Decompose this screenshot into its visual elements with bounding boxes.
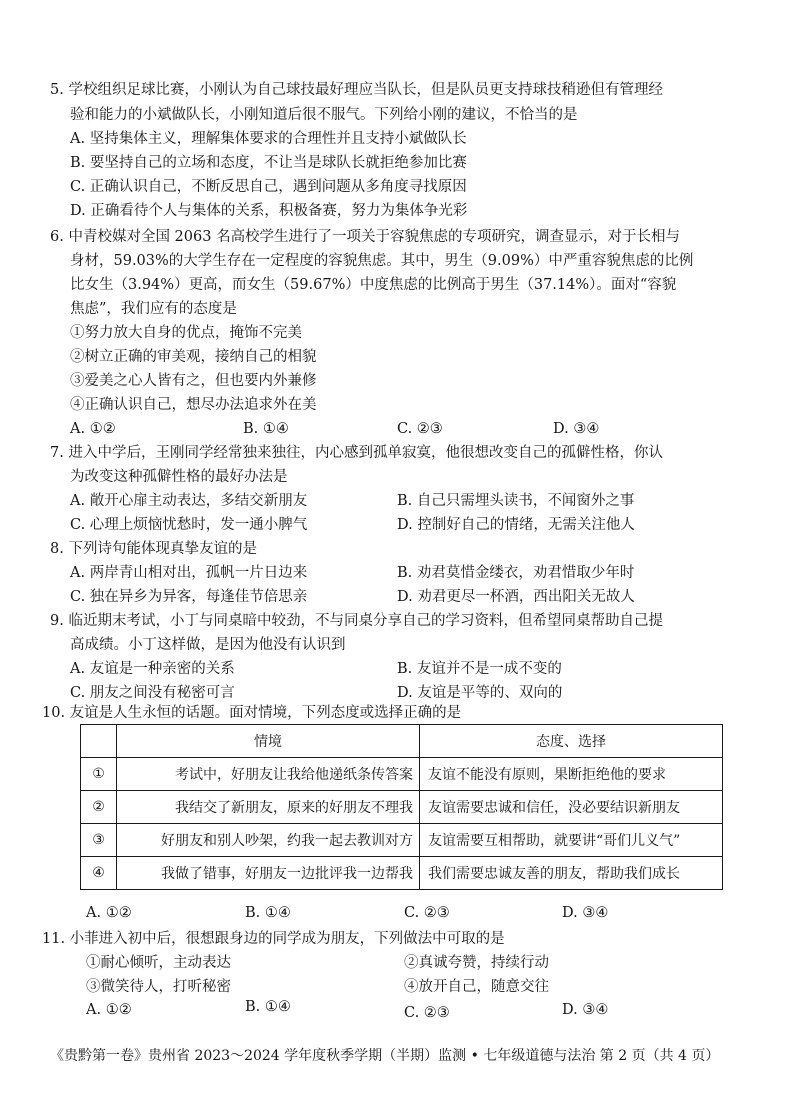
q10-table-header-index [81, 725, 117, 758]
q10-row-attitude: 友谊需要忠诚和信任，没必要结识新朋友 [420, 791, 723, 824]
q10-row-index: ② [81, 791, 117, 824]
q7-option-d: D. 控制好自己的情绪，无需关注他人 [397, 517, 635, 533]
q11-item-4: ④放开自己，随意交往 [404, 979, 549, 995]
q6-option-d: D. ③④ [553, 421, 600, 437]
q10-table-header-attitude: 态度、选择 [420, 725, 723, 758]
q8-option-c: C. 独在异乡为异客，每逢佳节倍思亲 [70, 589, 308, 605]
q10-stem-line1: 10. 友谊是人生永恒的话题。面对情境，下列态度或选择正确的是 [42, 705, 462, 721]
q11-option-a: A. ①② [86, 1002, 132, 1018]
q6-option-c: C. ②③ [397, 421, 443, 437]
q6-stem-line1: 6. 中青校媒对全国 2063 名高校学生进行了一项关于容貌焦虑的专项研究，调查显示，对于长相与 [50, 229, 681, 245]
q8-option-d: D. 劝君更尽一杯酒，西出阳关无故人 [397, 589, 635, 605]
q9-option-d: D. 友谊是平等的、双向的 [397, 685, 563, 701]
q6-item-4: ④正确认识自己，想尽办法追求外在美 [70, 397, 317, 413]
q7-stem-line1: 7. 进入中学后，王刚同学经常独来独往，内心感到孤单寂寞，他很想改变自己的孤僻性格，你认 [50, 445, 663, 461]
q5-option-a: A. 坚持集体主义，理解集体要求的合理性并且支持小斌做队长 [70, 131, 467, 147]
q10-row-attitude: 友谊需要互相帮助，就要讲“哥们儿义气” [420, 824, 723, 857]
q10-table [80, 724, 723, 890]
q11-option-c: C. ②③ [404, 1005, 450, 1021]
q10-row-index: ④ [81, 857, 117, 890]
q8-option-b: B. 劝君莫惜金缕衣，劝君惜取少年时 [397, 565, 635, 581]
q9-stem-line2: 高成绩。小丁这样做，是因为他没有认识到 [70, 637, 346, 653]
q10-option-a: A. ①② [86, 905, 132, 921]
q9-stem-line1: 9. 临近期末考试，小丁与同桌暗中较劲，不与同桌分享自己的学习资料，但希望同桌帮助自己提 [50, 613, 663, 629]
q10-row-situation: 我做了错事，好朋友一边批评我一边帮我 [117, 857, 420, 890]
q5-option-b: B. 要坚持自己的立场和态度，不让当是球队长就拒绝参加比赛 [70, 155, 467, 171]
q6-item-3: ③爱美之心人皆有之，但也要内外兼修 [70, 373, 317, 389]
q11-option-b: B. ①④ [245, 999, 291, 1015]
q10-row-situation: 考试中，好朋友让我给他递纸条传答案 [117, 758, 420, 791]
q7-option-c: C. 心理上烦恼忧愁时，发一通小脾气 [70, 517, 308, 533]
table-row [81, 791, 723, 824]
table-row [81, 758, 723, 791]
q5-stem-line1: 5. 学校组织足球比赛，小刚认为自己球技最好理应当队长，但是队员更支持球技稍逊但有管理经 [50, 82, 663, 98]
q6-item-1: ①努力放大自身的优点，掩饰不完美 [70, 325, 302, 341]
q10-option-d: D. ③④ [562, 905, 609, 921]
q5-option-d: D. 正确看待个人与集体的关系，积极备赛，努力为集体争光彩 [70, 203, 468, 219]
q6-stem-line3: 比女生（3.94%）更高，而女生（59.67%）中度焦虑的比例高于男生（37.14%）。面对“容貌 [70, 277, 677, 293]
q10-option-b: B. ①④ [245, 905, 291, 921]
q10-row-attitude: 友谊不能没有原则，果断拒绝他的要求 [420, 758, 723, 791]
q5-stem-line2: 验和能力的小斌做队长，小刚知道后很不服气。下列给小刚的建议，不恰当的是 [70, 107, 578, 123]
q7-option-b: B. 自己只需埋头读书，不闻窗外之事 [397, 493, 635, 509]
q9-option-c: C. 朋友之间没有秘密可言 [70, 685, 235, 701]
q10-row-situation: 我结交了新朋友，原来的好朋友不理我 [117, 791, 420, 824]
q11-item-2: ②真诚夸赞，持续行动 [404, 955, 549, 971]
q9-option-b: B. 友谊并不是一成不变的 [397, 661, 562, 677]
q10-row-situation: 好朋友和别人吵架，约我一起去教训对方 [117, 824, 420, 857]
q6-option-a: A. ①② [70, 421, 116, 437]
q10-row-attitude: 我们需要忠诚友善的朋友，帮助我们成长 [420, 857, 723, 890]
page-footer: 《贵黔第一卷》贵州省 2023～2024 学年度秋季学期（半期）监测 • 七年级道德与法治 第 2 页（共 4 页） [50, 1048, 720, 1064]
q11-item-1: ①耐心倾听，主动表达 [86, 955, 231, 971]
table-row [81, 824, 723, 857]
q7-stem-line2: 为改变这种孤僻性格的最好办法是 [70, 469, 288, 485]
q7-option-a: A. 敞开心扉主动表达，多结交新朋友 [70, 493, 308, 509]
q10-row-index: ③ [81, 824, 117, 857]
q10-option-c: C. ②③ [404, 905, 450, 921]
table-row [81, 857, 723, 890]
q11-option-d: D. ③④ [562, 1002, 609, 1018]
q11-stem-line1: 11. 小菲进入初中后，很想跟身边的同学成为朋友，下列做法中可取的是 [42, 931, 505, 947]
q6-stem-line2: 身材，59.03%的大学生存在一定程度的容貌焦虑。其中，男生（9.09%）中严重容貌焦虑的比例 [70, 253, 694, 269]
q10-table-header-row [81, 725, 723, 758]
q5-option-c: C. 正确认识自己，不断反思自己，遇到问题从多角度寻找原因 [70, 179, 467, 195]
q8-option-a: A. 两岸青山相对出，孤帆一片日边来 [70, 565, 308, 581]
q8-stem-line1: 8. 下列诗句能体现真挚友谊的是 [50, 541, 257, 557]
q6-item-2: ②树立正确的审美观，接纳自己的相貌 [70, 349, 317, 365]
q11-item-3: ③微笑待人，打听秘密 [86, 979, 231, 995]
q10-row-index: ① [81, 758, 117, 791]
q6-option-b: B. ①④ [243, 421, 289, 437]
q9-option-a: A. 友谊是一种亲密的关系 [70, 661, 235, 677]
q6-stem-line4: 焦虑”，我们应有的态度是 [70, 301, 237, 317]
q10-table-header-situation: 情境 [117, 725, 420, 758]
